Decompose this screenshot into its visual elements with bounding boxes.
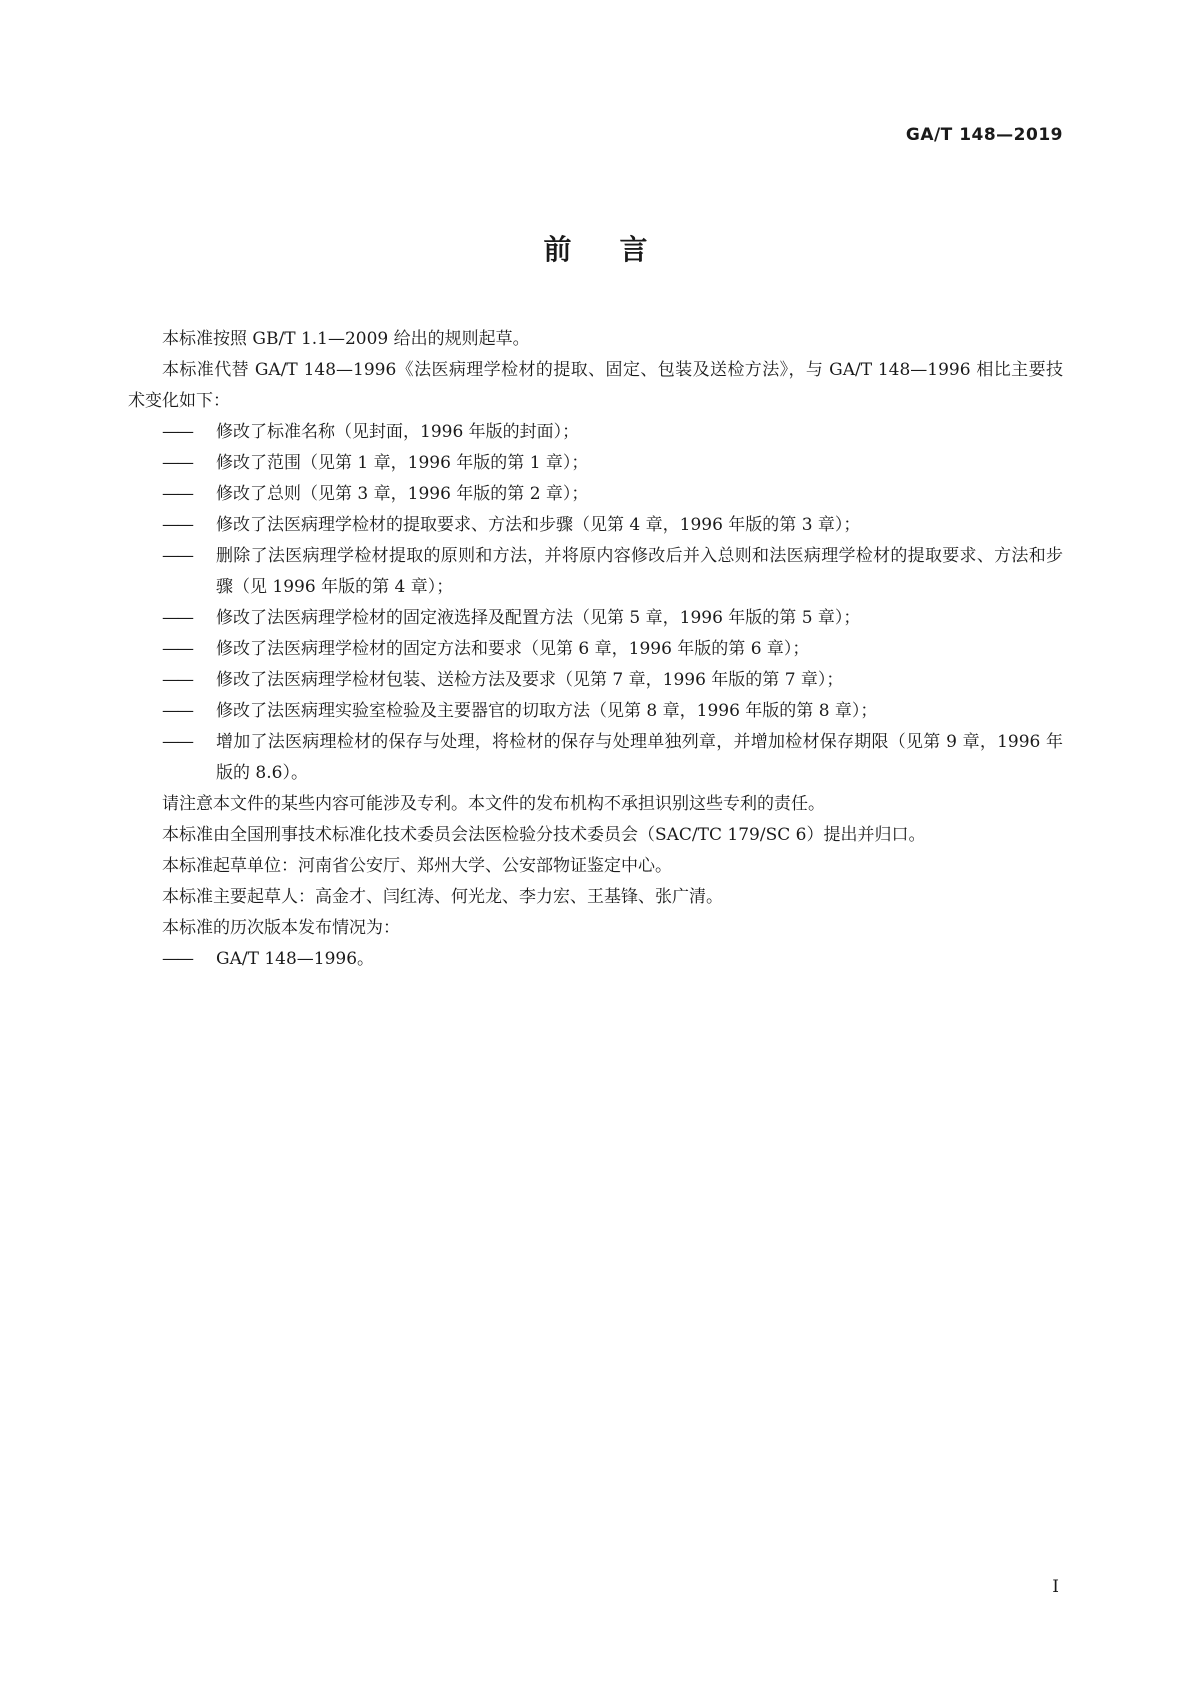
list-item (128, 448, 1063, 479)
paragraph-replacement-note: 本标准代替 GA/T 148—1996《法医病理学检材的提取、固定、包装及送检方法》，与 GA/T 148—1996 相比主要技术变化如下： (128, 360, 1063, 411)
list-item (128, 634, 1063, 665)
dash-marker: —— (162, 515, 192, 535)
dash-marker: —— (162, 639, 192, 659)
paragraph-drafting-rules: 本标准按照 GB/T 1.1—2009 给出的规则起草。 (162, 329, 530, 349)
document-code: GA/T 148—2019 (905, 125, 1063, 145)
history-item-text: GA/T 148—1996。 (216, 949, 375, 969)
list-item (128, 417, 1063, 448)
list-item (128, 510, 1063, 541)
paragraph-patent-notice: 请注意本文件的某些内容可能涉及专利。本文件的发布机构不承担识别这些专利的责任。 (162, 794, 825, 814)
list-item-text: 修改了总则（见第 3 章，1996 年版的第 2 章）； (216, 484, 589, 504)
list-item-text: 修改了范围（见第 1 章，1996 年版的第 1 章）； (216, 453, 589, 473)
paragraph-proposer: 本标准由全国刑事技术标准化技术委员会法医检验分技术委员会（SAC/TC 179/SC 6）提出并归口。 (162, 825, 926, 845)
page-number: I (1052, 1577, 1059, 1597)
history-item (128, 944, 1063, 975)
dash-marker: —— (162, 732, 192, 752)
dash-marker: —— (162, 949, 192, 969)
dash-marker: —— (162, 701, 192, 721)
list-item-text: 修改了法医病理学检材的固定液选择及配置方法（见第 5 章，1996 年版的第 5 章）； (216, 608, 861, 628)
dash-marker: —— (162, 453, 192, 473)
paragraph-drafting-units: 本标准起草单位：河南省公安厅、郑州大学、公安部物证鉴定中心。 (162, 856, 672, 876)
list-item (128, 696, 1063, 727)
list-item-text: 修改了法医病理学检材的提取要求、方法和步骤（见第 4 章，1996 年版的第 3 章）； (216, 515, 861, 535)
list-item-text: 修改了法医病理学检材的固定方法和要求（见第 6 章，1996 年版的第 6 章）； (216, 639, 810, 659)
paragraph-history-intro: 本标准的历次版本发布情况为： (162, 918, 400, 938)
dash-marker: —— (162, 608, 192, 628)
list-item-text: 删除了法医病理学检材提取的原则和方法，并将原内容修改后并入总则和法医病理学检材的提取要求、方法和步骤（见 1996 年版的第 4 章）； (216, 546, 1063, 597)
list-item (128, 603, 1063, 634)
list-item-text: 增加了法医病理检材的保存与处理，将检材的保存与处理单独列章，并增加检材保存期限（见第 9 章，1996 年版的 8.6）。 (216, 732, 1063, 783)
list-item-text: 修改了法医病理实验室检验及主要器官的切取方法（见第 8 章，1996 年版的第 8 章）； (216, 701, 878, 721)
dash-marker: —— (162, 484, 192, 504)
list-item (128, 727, 1063, 789)
list-item (128, 479, 1063, 510)
page-title: 前言 (543, 233, 696, 266)
dash-marker: —— (162, 546, 192, 566)
list-item (128, 665, 1063, 696)
dash-marker: —— (162, 422, 192, 442)
foreword-body (128, 324, 1063, 975)
dash-marker: —— (162, 670, 192, 690)
list-item (128, 541, 1063, 603)
paragraph-drafters: 本标准主要起草人：高金才、闫红涛、何光龙、李力宏、王基锋、张广清。 (162, 887, 723, 907)
list-item-text: 修改了标准名称（见封面，1996 年版的封面）； (216, 422, 580, 442)
list-item-text: 修改了法医病理学检材包装、送检方法及要求（见第 7 章，1996 年版的第 7 章）； (216, 670, 844, 690)
